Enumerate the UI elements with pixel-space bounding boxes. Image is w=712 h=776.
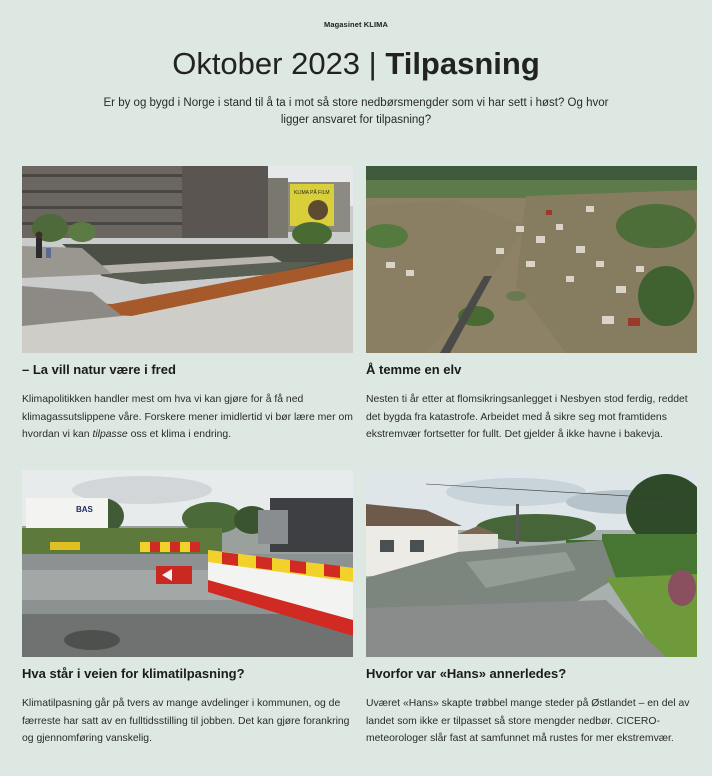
- magazine-kicker: Magasinet KLIMA: [323, 20, 388, 29]
- article-card-vill-natur[interactable]: [22, 166, 353, 440]
- flooded-road-houses-photo[interactable]: [366, 470, 697, 657]
- title-theme: Tilpasning: [385, 46, 540, 81]
- bus-text: BAS: [76, 505, 93, 514]
- article-title[interactable]: Hva står i veien for klimatilpasning?: [22, 666, 245, 681]
- article-card-hva-star-i-veien[interactable]: [22, 470, 353, 744]
- article-title[interactable]: Hvorfor var «Hans» annerledes?: [366, 666, 567, 681]
- urban-water-park-photo[interactable]: [22, 166, 353, 353]
- poster-text: KLIMA PÅ FILM: [294, 190, 330, 196]
- article-title[interactable]: Å temme en elv: [366, 362, 462, 377]
- article-card-hvorfor-hans[interactable]: [366, 470, 697, 744]
- article-title[interactable]: – La vill natur være i fred: [22, 362, 176, 377]
- title-date: Oktober 2023 |: [172, 46, 386, 81]
- article-summary: Klimapolitikken handler mest om hva vi kan gjøre for å få ned klimagassutslippene våre. Forskere mener imidlertid vi bør lære mer om hvordan vi kan tilpasse oss et klima i endring.: [22, 394, 353, 440]
- flooded-street-barriers-photo[interactable]: [22, 470, 353, 657]
- article-card-temme-elv[interactable]: [366, 166, 697, 440]
- aerial-flooded-village-photo[interactable]: [366, 166, 697, 353]
- page-title: [0, 46, 712, 82]
- intro-text: Er by og bygd i Norge i stand til å ta i mot så store nedbørsmengder som vi har sett i høst? Og hvor ligger ansvaret for tilpasning?: [103, 97, 609, 126]
- article-summary: Nesten ti år etter at flomsikringsanlegget i Nesbyen stod ferdig, reddet det bygda fra katastrofe. Arbeidet med å sikre seg mot framtidens ekstremvær fortsetter for fullt. Det gjelder å ikke havne i bakevja.: [366, 394, 688, 440]
- article-summary: Klimatilpasning går på tvers av mange avdelinger i kommunen, og de færreste har satt av en fulltidsstilling til jobben. Det kan gjøre forankring og gjennomføring vanskelig.: [22, 698, 350, 744]
- article-summary: Uværet «Hans» skapte trøbbel mange steder på Østlandet – en del av landet som ikke er tilpasset så store mengder nedbør. CICERO-meteorologer slår fast at samfunnet må rustes for mer ekstremvær.: [366, 698, 690, 744]
